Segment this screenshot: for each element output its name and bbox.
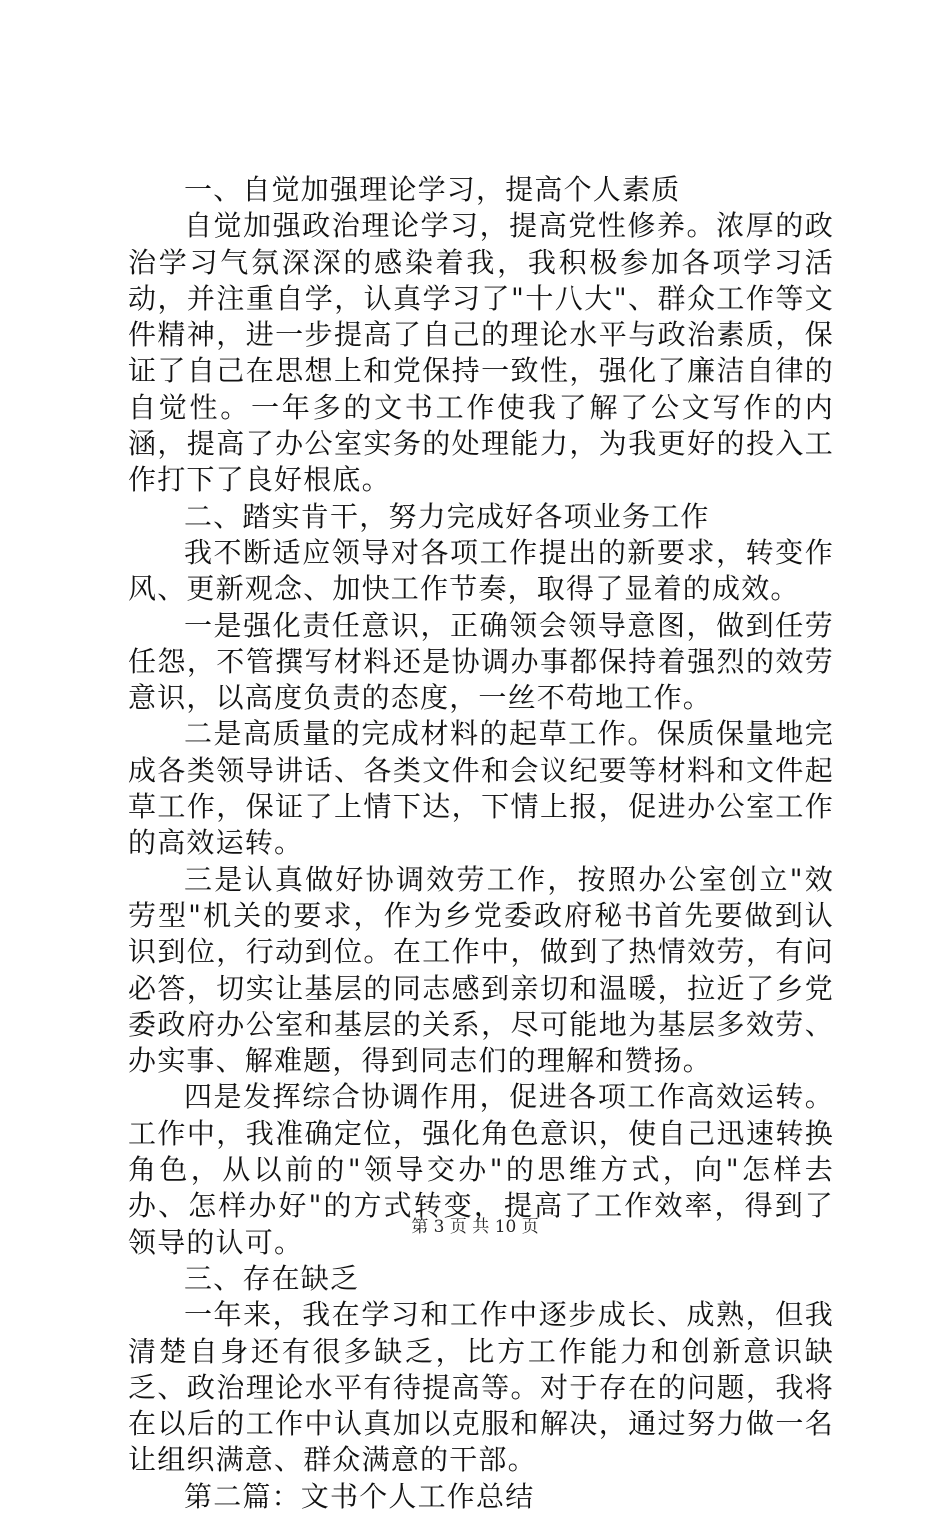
- paragraph-point-four: 四是发挥综合协调作用，促进各项工作高效运转。工作中，我准确定位，强化角色意识，使自己迅速转换角色，从以前的"领导交办"的思维方式，向"怎样去办、怎样办好"的方式转变，提高了工作效率，得到了领导的认可。: [128, 1080, 834, 1259]
- paragraph-point-three: 三是认真做好协调效劳工作，按照办公室创立"效劳型"机关的要求，作为乡党委政府秘书首先要做到认识到位，行动到位。在工作中，做到了热情效劳，有问必答，切实让基层的同志感到亲切和温暖，拉近了乡党委政府办公室和基层的关系，尽可能地为基层多效劳、办实事、解难题，得到同志们的理解和赞扬。: [128, 862, 834, 1078]
- section-heading-shortcomings: 三、存在缺乏: [184, 1261, 360, 1295]
- document-body: [128, 172, 834, 1515]
- paragraph-shortcomings: 一年来，我在学习和工作中逐步成长、成熟，但我清楚自身还有很多缺乏，比方工作能力和创新意识缺乏、政治理论水平有待提高等。对于存在的问题，我将在以后的工作中认真加以克服和解决，通过努力做一名让组织满意、群众满意的干部。: [128, 1298, 834, 1477]
- section-heading-theory-study: 一、自觉加强理论学习，提高个人素质: [184, 173, 681, 206]
- paragraph-point-two: 二是高质量的完成材料的起草工作。保质保量地完成各类领导讲话、各类文件和会议纪要等材料和文件起草工作，保证了上情下达，下情上报，促进办公室工作的高效运转。: [128, 717, 834, 860]
- section-heading-part-two: 第二篇：文书个人工作总结: [184, 1479, 535, 1513]
- paragraph-theory-study: 自觉加强政治理论学习，提高党性修养。浓厚的政治学习气氛深深的感染着我，我积极参加各项学习活动，并注重自学，认真学习了"十八大"、群众工作等文件精神，进一步提高了自己的理论水平与政治素质，保证了自己在思想上和党保持一致性，强化了廉洁自律的自觉性。一年多的文书工作使我了解了公文写作的内涵，提高了办公室实务的处理能力，为我更好的投入工作打下了良好根底。: [128, 209, 834, 497]
- page-number-footer: 第 3 页 共 10 页: [411, 1217, 539, 1237]
- paragraph-work-intro: 我不断适应领导对各项工作提出的新要求，转变作风、更新观念、加快工作节奏，取得了显着的成效。: [128, 535, 834, 606]
- section-heading-work: 二、踏实肯干，努力完成好各项业务工作: [184, 499, 710, 533]
- paragraph-point-one: 一是强化责任意识，正确领会领导意图，做到任劳任怨，不管撰写材料还是协调办事都保持着强烈的效劳意识，以高度负责的态度，一丝不苟地工作。: [128, 608, 834, 715]
